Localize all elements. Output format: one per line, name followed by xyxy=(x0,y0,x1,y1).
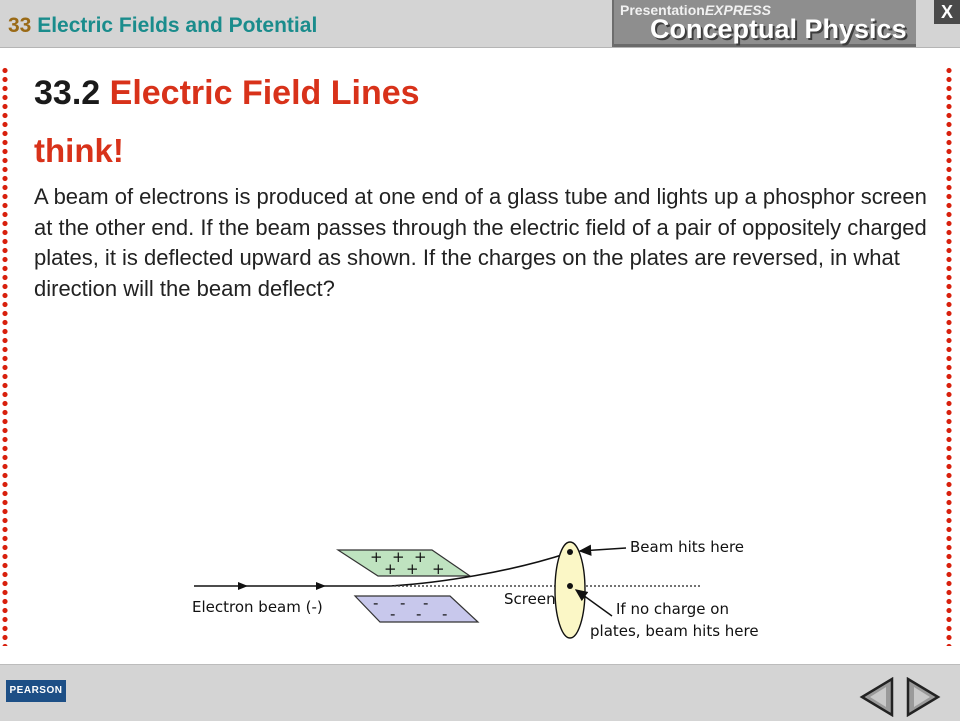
section-title: Electric Field Lines xyxy=(109,74,420,112)
minus-sign: - xyxy=(442,605,448,623)
plus-sign: + xyxy=(392,548,405,566)
top-bar xyxy=(0,0,960,48)
pearson-logo: PEARSON xyxy=(6,680,66,702)
prev-slide-icon[interactable] xyxy=(858,677,896,717)
electron-beam-diagram xyxy=(180,520,800,650)
minus-sign: - xyxy=(400,594,406,612)
screen xyxy=(555,542,585,638)
plus-sign: + xyxy=(432,560,445,578)
beam-hits-here-label: Beam hits here xyxy=(630,538,745,556)
electron-beam-label: Electron beam (-) xyxy=(192,598,323,616)
plus-sign: + xyxy=(370,548,383,566)
minus-sign: - xyxy=(416,605,422,623)
beam-arrow xyxy=(238,582,248,590)
slide-title xyxy=(34,74,420,113)
plus-sign: + xyxy=(414,548,427,566)
chapter-heading xyxy=(8,14,317,38)
plus-sign: + xyxy=(406,560,419,578)
minus-sign: - xyxy=(390,605,396,623)
no-charge-label-2: plates, beam hits here xyxy=(590,622,759,640)
next-slide-icon[interactable] xyxy=(904,677,942,717)
beam-arrow xyxy=(316,582,326,590)
no-charge-label-1: If no charge on xyxy=(616,600,729,618)
brand-small: PresentationEXPRESS xyxy=(620,2,771,18)
minus-sign: - xyxy=(373,594,379,612)
chapter-number: 33 xyxy=(8,14,32,37)
footer-bar xyxy=(0,664,960,721)
chapter-title: Electric Fields and Potential xyxy=(37,14,318,37)
close-button[interactable]: X xyxy=(934,0,960,24)
plus-sign: + xyxy=(384,560,397,578)
question-text: A beam of electrons is produced at one end of a glass tube and lights up a phosphor screen at the other end. If the beam passes through the electric field of a pair of oppositely charged plates, it is deflected upward as shown. If the charges on the plates are reversed, in what direction will the beam deflect? xyxy=(34,184,927,301)
hit-dot xyxy=(567,549,573,555)
think-subtitle: think! xyxy=(34,132,124,169)
screen-label: Screen xyxy=(504,590,556,608)
center-dot xyxy=(567,583,573,589)
hits-here-arrow xyxy=(580,548,626,551)
left-dotted-border xyxy=(2,66,8,646)
minus-sign: - xyxy=(423,594,429,612)
brand-big: Conceptual Physics xyxy=(650,14,907,44)
brand-logo xyxy=(612,0,916,47)
section-number: 33.2 xyxy=(34,74,101,112)
right-dotted-border xyxy=(946,66,952,646)
